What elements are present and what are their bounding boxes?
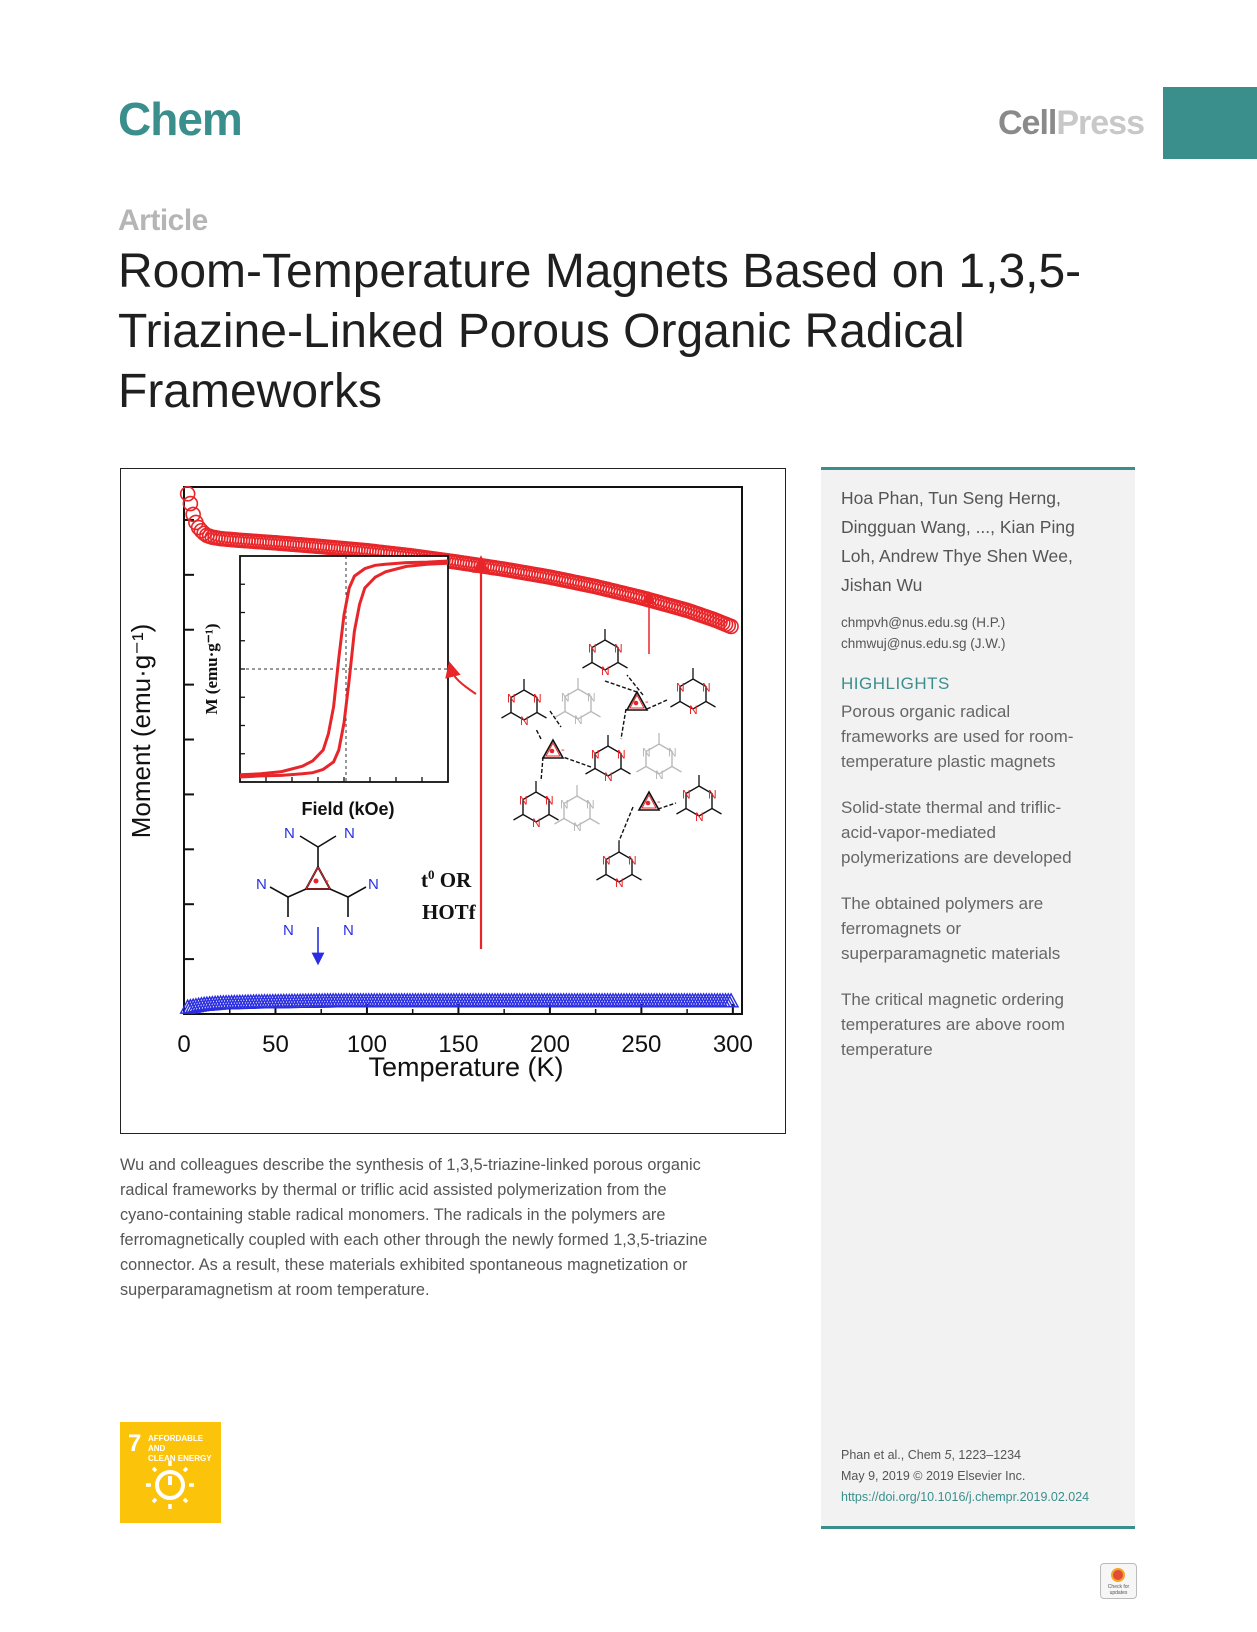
- triazine-nitrogen-label: N: [655, 768, 664, 782]
- triazine-nitrogen-label: N: [695, 810, 704, 824]
- triazine-nitrogen-label: N: [613, 641, 623, 656]
- email-link[interactable]: chmpvh@nus.edu.sg (H.P.): [841, 615, 1006, 630]
- triazine-nitrogen-label: N: [585, 797, 595, 812]
- triazine-methyl-bond: [632, 875, 642, 881]
- highlights-heading: HIGHLIGHTS: [841, 674, 950, 693]
- polymer-link-bond: [658, 803, 676, 809]
- triazine-nitrogen-label: N: [602, 853, 611, 868]
- sun-power-icon: [120, 1422, 221, 1523]
- summary-line: superparamagnetism at room temperature.: [120, 1281, 430, 1299]
- sdg-number: 7: [128, 1430, 142, 1457]
- publisher-logo: [998, 104, 1144, 143]
- author-line: Hoa Phan, Tun Seng Herng,: [841, 488, 1061, 508]
- citation-line1: Phan et al., Chem 5, 1223–1234: [841, 1448, 1021, 1462]
- highlight-item: The obtained polymers are ferromagnets or superparamagnetic materials: [841, 894, 1061, 963]
- triazine-nitrogen-label: N: [507, 691, 516, 706]
- triazine-ring: [501, 679, 546, 728]
- core-charge-sign: -: [657, 796, 661, 808]
- triazine-nitrogen-label: N: [616, 747, 626, 762]
- triazine-methyl-bond: [596, 875, 606, 881]
- check-updates-icon: [1111, 1568, 1125, 1582]
- author-line: Loh, Andrew Thye Shen Wee,: [841, 546, 1073, 566]
- triazine-methyl-bond: [513, 815, 523, 821]
- triazine-nitrogen-label: N: [682, 787, 691, 802]
- nitrogen-atom-label: N: [256, 876, 267, 893]
- reaction-label-line2: HOTf: [422, 900, 476, 924]
- triazine-methyl-bond: [549, 815, 559, 821]
- title-line: Frameworks: [118, 365, 383, 418]
- nitrogen-atom-label: N: [344, 825, 355, 842]
- journal-logo: Chem: [118, 93, 242, 145]
- charge-sign: -: [325, 873, 329, 887]
- summary-line: Wu and colleagues describe the synthesis of 1,3,5-triazine-linked porous organic: [120, 1156, 701, 1174]
- triazine-methyl-bond: [590, 819, 600, 825]
- publisher-logo-part1: Cell: [998, 104, 1057, 142]
- sdg-badge: [120, 1422, 221, 1523]
- triazine-methyl-bond: [670, 702, 680, 708]
- triazine-methyl-bond: [672, 767, 682, 773]
- radical-core: [627, 692, 649, 710]
- triazine-methyl-bond: [618, 663, 628, 669]
- title-line: Room-Temperature Magnets Based on 1,3,5-: [118, 245, 1082, 298]
- nitrogen-atom-label: N: [283, 922, 294, 939]
- polymer-structure: [501, 629, 721, 890]
- monomer-bond: [330, 889, 348, 897]
- author-line: Jishan Wu: [841, 575, 923, 595]
- nitrogen-atom-label: N: [368, 876, 379, 893]
- title-line: Triazine-Linked Porous Organic Radical: [118, 305, 965, 358]
- triazine-nitrogen-label: N: [676, 680, 685, 695]
- radical-core: [639, 792, 661, 810]
- triazine-nitrogen-label: N: [701, 680, 711, 695]
- inset-x-axis-title: Field (kOe): [301, 799, 395, 819]
- triazine-nitrogen-label: N: [544, 793, 554, 808]
- triazine-nitrogen-label: N: [560, 797, 569, 812]
- email-link[interactable]: chmwuj@nus.edu.sg (J.W.): [841, 636, 1006, 651]
- monomer-structure: [256, 825, 379, 959]
- x-tick-label: 300: [712, 1031, 753, 1058]
- summary-paragraph: [120, 1153, 790, 1303]
- inset-y-axis-title: M (emu·g⁻¹): [202, 623, 221, 715]
- polymer-link-bond: [647, 700, 667, 709]
- doi-link[interactable]: https://doi.org/10.1016/j.chempr.2019.02.024: [841, 1490, 1090, 1504]
- triazine-nitrogen-label: N: [642, 745, 651, 760]
- check-for-updates-badge[interactable]: [1100, 1563, 1137, 1599]
- core-charge-sign: -: [645, 696, 649, 708]
- section-tab: [1163, 87, 1257, 159]
- polymer-link-bond: [536, 729, 541, 739]
- data-point-red: [181, 487, 195, 501]
- highlight-item: The critical magnetic ordering temperatures are above room temperature: [841, 990, 1065, 1059]
- polymer-link-bond: [563, 757, 591, 767]
- highlight-item: Solid-state thermal and triflic- acid-vapor-mediated polymerizations are developed: [841, 798, 1072, 867]
- triazine-nitrogen-label: N: [519, 793, 528, 808]
- triazine-ring: [554, 785, 599, 834]
- triazine-ring: [636, 733, 681, 782]
- monomer-bond: [318, 836, 336, 847]
- x-tick-label: 0: [177, 1031, 191, 1058]
- y-axis-title: Moment (emu·g⁻¹): [126, 623, 156, 839]
- x-tick-label: 250: [621, 1031, 662, 1058]
- triazine-ring: [670, 668, 715, 717]
- polymer-link-bond: [605, 681, 637, 692]
- triazine-nitrogen-label: N: [573, 820, 582, 834]
- triazine-ring: [596, 841, 641, 890]
- summary-line: radical frameworks by thermal or triflic acid assisted polymerization from the: [120, 1181, 667, 1199]
- triazine-ring: [555, 678, 600, 727]
- contact-emails: [841, 612, 1006, 654]
- polymer-link-bond: [550, 711, 561, 727]
- triazine-ring: [585, 735, 630, 784]
- sdg-label: AFFORDABLE AND CLEAN ENERGY: [148, 1434, 212, 1463]
- graphical-abstract-svg: [121, 469, 785, 1133]
- triazine-methyl-bond: [582, 663, 592, 669]
- summary-line: connector. As a result, these materials exhibited spontaneous magnetization or: [120, 1256, 688, 1274]
- core-radical-dot: [646, 801, 651, 806]
- core-radical-dot: [550, 749, 555, 754]
- nitrogen-atom-label: N: [284, 825, 295, 842]
- highlight-item: Porous organic radical frameworks are used for room- temperature plastic magnets: [841, 702, 1074, 771]
- triazine-methyl-bond: [636, 767, 646, 773]
- publisher-logo-part2: Press: [1056, 104, 1144, 142]
- triazine-ring: [582, 629, 627, 678]
- triazine-methyl-bond: [621, 769, 631, 775]
- core-charge-sign: -: [561, 744, 565, 756]
- monomer-bond: [288, 889, 306, 897]
- x-tick-label: 150: [438, 1031, 479, 1058]
- triazine-methyl-bond: [712, 809, 722, 815]
- triazine-nitrogen-label: N: [532, 691, 542, 706]
- radical-dot: [314, 879, 319, 884]
- triazine-methyl-bond: [676, 809, 686, 815]
- triazine-nitrogen-label: N: [601, 664, 610, 678]
- triazine-nitrogen-label: N: [574, 713, 583, 727]
- triazine-nitrogen-label: N: [586, 690, 596, 705]
- core-radical-dot: [634, 701, 639, 706]
- radical-core: [543, 740, 565, 758]
- triazine-methyl-bond: [555, 712, 565, 718]
- triazine-methyl-bond: [706, 702, 716, 708]
- triazine-nitrogen-label: N: [520, 714, 529, 728]
- summary-line: ferromagnetically coupled with each other through the newly formed 1,3,5-triazine: [120, 1231, 708, 1249]
- polymer-link-bond: [621, 709, 626, 739]
- article-type: Article: [118, 204, 208, 237]
- author-line: Dingguan Wang, ..., Kian Ping: [841, 517, 1075, 537]
- reaction-label-line1: $t^0$ OR: [421, 867, 472, 892]
- triazine-nitrogen-label: N: [591, 747, 600, 762]
- triazine-nitrogen-label: N: [561, 690, 570, 705]
- x-tick-label: 200: [529, 1031, 570, 1058]
- triazine-ring: [676, 775, 721, 824]
- x-tick-label: 50: [262, 1031, 289, 1058]
- triazine-methyl-bond: [591, 712, 601, 718]
- nitrogen-atom-label: N: [343, 922, 354, 939]
- summary-line: cyano-containing stable radical monomers. The radicals in the polymers are: [120, 1206, 666, 1224]
- triazine-nitrogen-label: N: [604, 770, 613, 784]
- polymer-link-bond: [619, 807, 633, 841]
- triazine-nitrogen-label: N: [532, 816, 541, 830]
- monomer-bond: [270, 887, 288, 897]
- check-updates-label: Check for updates: [1107, 1584, 1130, 1596]
- triazine-nitrogen-label: N: [689, 703, 698, 717]
- x-tick-label: 100: [346, 1031, 387, 1058]
- info-sidebar: [821, 467, 1135, 1529]
- article-title: [118, 242, 1118, 422]
- citation: [841, 1445, 1089, 1508]
- triazine-nitrogen-label: N: [627, 853, 637, 868]
- triazine-nitrogen-label: N: [707, 787, 717, 802]
- triazine-methyl-bond: [585, 769, 595, 775]
- triazine-nitrogen-label: N: [588, 641, 597, 656]
- citation-line2: May 9, 2019 © 2019 Elsevier Inc.: [841, 1469, 1026, 1483]
- triazine-nitrogen-label: N: [615, 876, 624, 890]
- monomer-bond: [300, 836, 318, 847]
- inset-connector-arrow: [451, 669, 476, 694]
- x-axis-title: Temperature (K): [368, 1052, 564, 1082]
- triazine-ring: [513, 781, 558, 830]
- polymer-link-bond: [541, 757, 543, 781]
- triazine-methyl-bond: [554, 819, 564, 825]
- graphical-abstract: [120, 468, 786, 1134]
- triazine-nitrogen-label: N: [667, 745, 677, 760]
- monomer-bond: [348, 887, 366, 897]
- triazine-methyl-bond: [537, 713, 547, 719]
- triazine-methyl-bond: [501, 713, 511, 719]
- author-list: [841, 484, 1075, 600]
